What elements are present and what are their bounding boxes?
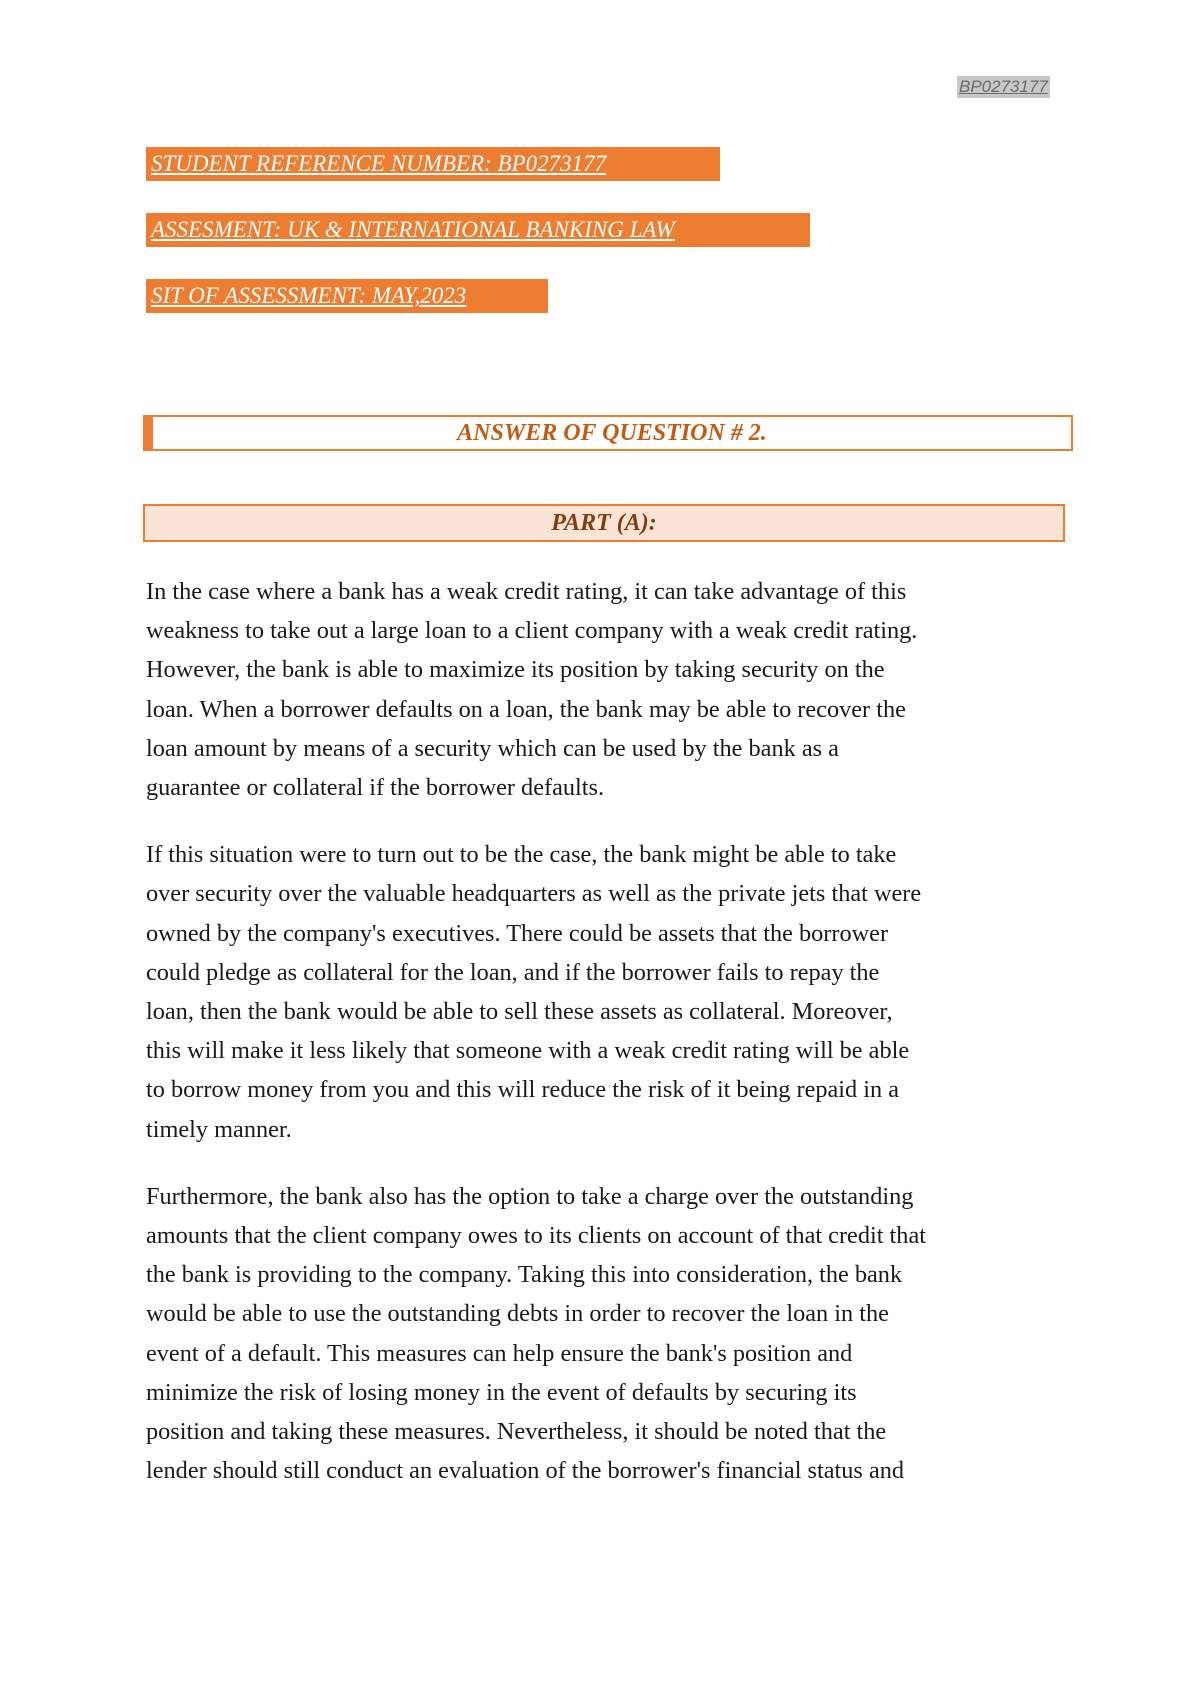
- body-text: [146, 572, 1066, 1518]
- answer-heading-box: [143, 415, 1073, 451]
- text-line: event of a default. This measures can help ensure the bank's position and: [146, 1339, 853, 1367]
- text-line: would be able to use the outstanding debts in order to recover the loan in the: [146, 1300, 889, 1328]
- text-line: this will make it less likely that someone with a weak credit rating will be able: [146, 1037, 910, 1065]
- text-line: In the case where a bank has a weak credit rating, it can take advantage of this: [146, 578, 907, 605]
- text-line: over security over the valuable headquarters as well as the private jets that were: [146, 880, 922, 908]
- text-line: timely manner.: [146, 1115, 292, 1143]
- assessment-line: ASSESMENT: UK & INTERNATIONAL BANKING LAW: [146, 213, 810, 247]
- text-line: However, the bank is able to maximize its position by taking security on the: [146, 656, 885, 684]
- text-line: Furthermore, the bank also has the option to take a charge over the outstanding: [146, 1182, 914, 1210]
- text-line: could pledge as collateral for the loan, and if the borrower fails to repay the: [146, 958, 880, 986]
- text-line: to borrow money from you and this will reduce the risk of it being repaid in a: [146, 1076, 900, 1104]
- paragraph-2: [146, 835, 1066, 1149]
- part-heading: PART (A):: [551, 509, 657, 536]
- text-line: loan. When a borrower defaults on a loan, the bank may be able to recover the: [146, 695, 906, 723]
- text-line: position and taking these measures. Nevertheless, it should be noted that the: [146, 1418, 887, 1446]
- part-heading-box: [143, 504, 1065, 542]
- student-reference-line: STUDENT REFERENCE NUMBER: BP0273177: [146, 147, 720, 181]
- paragraph-3: [146, 1177, 1066, 1491]
- text-line: loan, then the bank would be able to sell these assets as collateral. Moreover,: [146, 998, 893, 1026]
- text-line: minimize the risk of losing money in the event of defaults by securing its: [146, 1378, 857, 1406]
- text-line: lender should still conduct an evaluation of the borrower's financial status and: [146, 1457, 905, 1485]
- text-line: amounts that the client company owes to its clients on account of that credit that: [146, 1222, 926, 1250]
- text-line: If this situation were to turn out to be the case, the bank might be able to take: [146, 841, 897, 869]
- text-line: weakness to take out a large loan to a client company with a weak credit rating.: [146, 617, 918, 645]
- text-line: guarantee or collateral if the borrower defaults.: [146, 774, 605, 802]
- paragraph-1: [146, 572, 1066, 807]
- text-line: owned by the company's executives. There could be assets that the borrower: [146, 919, 889, 947]
- header-reference: BP0273177: [959, 77, 1048, 96]
- text-line: loan amount by means of a security which can be used by the bank as a: [146, 734, 839, 762]
- answer-heading: ANSWER OF QUESTION # 2.: [457, 419, 767, 446]
- sitting-line: SIT OF ASSESSMENT: MAY,2023: [146, 279, 548, 313]
- text-line: the bank is providing to the company. Taking this into consideration, the bank: [146, 1261, 903, 1289]
